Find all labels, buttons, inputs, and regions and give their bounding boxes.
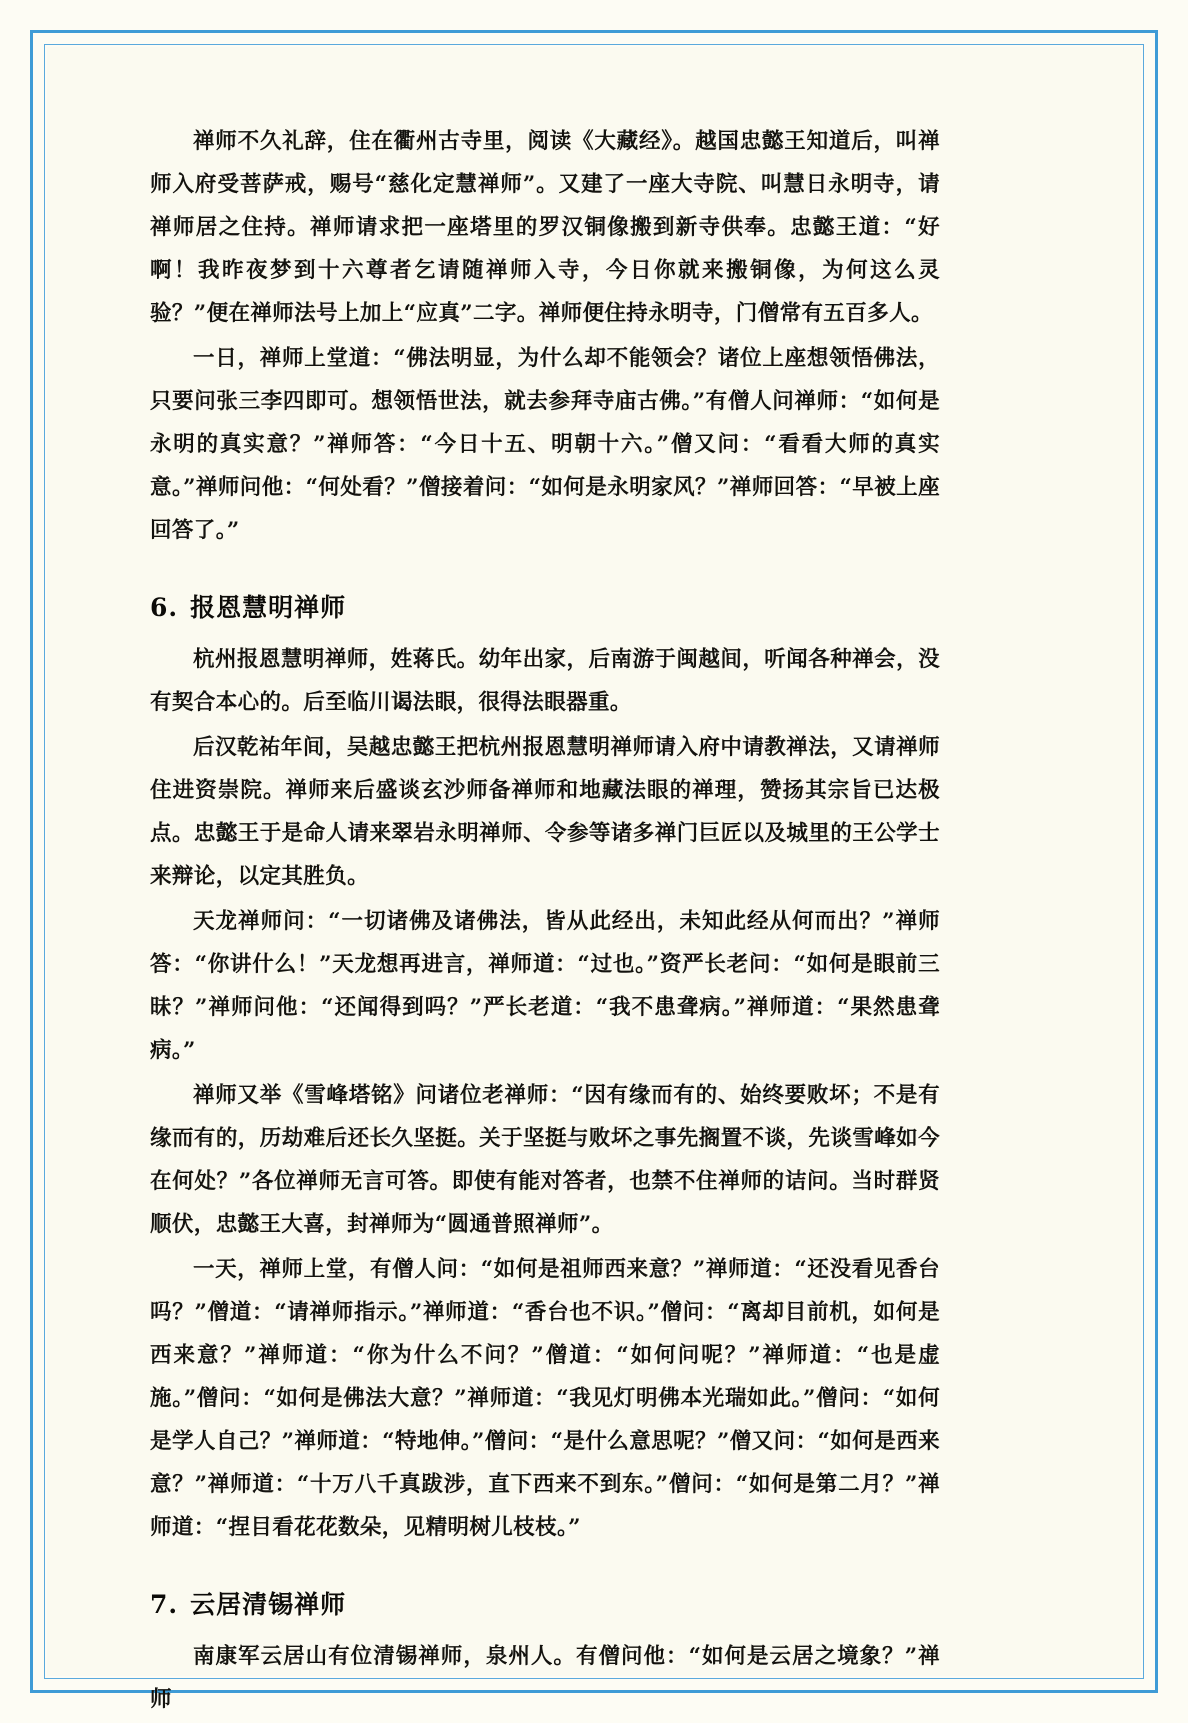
paragraph-3: 杭州报恩慧明禅师，姓蒋氏。幼年出家，后南游于闽越间，听闻各种禅会，没有契合本心的。后至临川谒法眼，很得法眼器重。 xyxy=(150,647,940,715)
section-heading-7 xyxy=(150,1585,940,1625)
paragraph-8: 南康军云居山有位清锡禅师，泉州人。有僧问他：“如何是云居之境象？”禅师 xyxy=(150,1644,940,1712)
section-title-6: 报恩慧明禅师 xyxy=(190,593,347,622)
paragraph-6: 禅师又举《雪峰塔铭》问诸位老禅师：“因有缘而有的、始终要败坏；不是有缘而有的，历劫难后还长久坚挺。关于坚挺与败坏之事先搁置不谈，先谈雪峰如今在何处？”各位禅师无言可答。即使有能对答者，也禁不住禅师的诘问。当时群贤顺伏，忠懿王大喜，封禅师为“圆通普照禅师”。 xyxy=(150,1083,940,1237)
page-content xyxy=(150,120,940,1723)
paragraph-5: 天龙禅师问：“一切诸佛及诸佛法，皆从此经出，未知此经从何而出？”禅师答：“你讲什么！”天龙想再进言，禅师道：“过也。”资严长老问：“如何是眼前三昧？”禅师问他：“还闻得到吗？”严长老道：“我不患聋病。”禅师道：“果然患聋病。” xyxy=(150,909,940,1063)
section-number-6: 6. xyxy=(150,593,179,622)
paragraph-2: 一日，禅师上堂道：“佛法明显，为什么却不能领会？诸位上座想领悟佛法，只要问张三李四即可。想领悟世法，就去参拜寺庙古佛。”有僧人问禅师：“如何是永明的真实意？”禅师答：“今日十五、明朝十六。”僧又问：“看看大师的真实意。”禅师问他：“何处看？”僧接着问：“如何是永明家风？”禅师回答：“早被上座回答了。” xyxy=(150,346,940,543)
paragraph-4: 后汉乾祐年间，吴越忠懿王把杭州报恩慧明禅师请入府中请教禅法，又请禅师住进资崇院。禅师来后盛谈玄沙师备禅师和地藏法眼的禅理，赞扬其宗旨已达极点。忠懿王于是命人请来翠岩永明禅师、令参等诸多禅门巨匠以及城里的王公学士来辩论，以定其胜负。 xyxy=(150,735,940,889)
section-number-7: 7. xyxy=(150,1590,179,1619)
paragraph-1: 禅师不久礼辞，住在衢州古寺里，阅读《大藏经》。越国忠懿王知道后，叫禅师入府受菩萨戒，赐号“慈化定慧禅师”。又建了一座大寺院、叫慧日永明寺，请禅师居之住持。禅师请求把一座塔里的罗汉铜像搬到新寺供奉。忠懿王道：“好啊！我昨夜梦到十六尊者乞请随禅师入寺，今日你就来搬铜像，为何这么灵验？”便在禅师法号上加上“应真”二字。禅师便住持永明寺，门僧常有五百多人。 xyxy=(150,129,940,326)
section-title-7: 云居清锡禅师 xyxy=(190,1590,347,1619)
section-heading-6 xyxy=(150,588,940,628)
paragraph-7: 一天，禅师上堂，有僧人问：“如何是祖师西来意？”禅师道：“还没看见香台吗？”僧道：“请禅师指示。”禅师道：“香台也不识。”僧问：“离却目前机，如何是西来意？”禅师道：“你为什么不问？”僧道：“如何问呢？”禅师道：“也是虚施。”僧问：“如何是佛法大意？”禅师道：“我见灯明佛本光瑞如此。”僧问：“如何是学人自己？”禅师道：“特地伸。”僧问：“是什么意思呢？”僧又问：“如何是西来意？”禅师道：“十万八千真跋涉，直下西来不到东。”僧问：“如何是第二月？”禅师道：“捏目看花花数朵，见精明树儿枝枝。” xyxy=(150,1257,940,1540)
